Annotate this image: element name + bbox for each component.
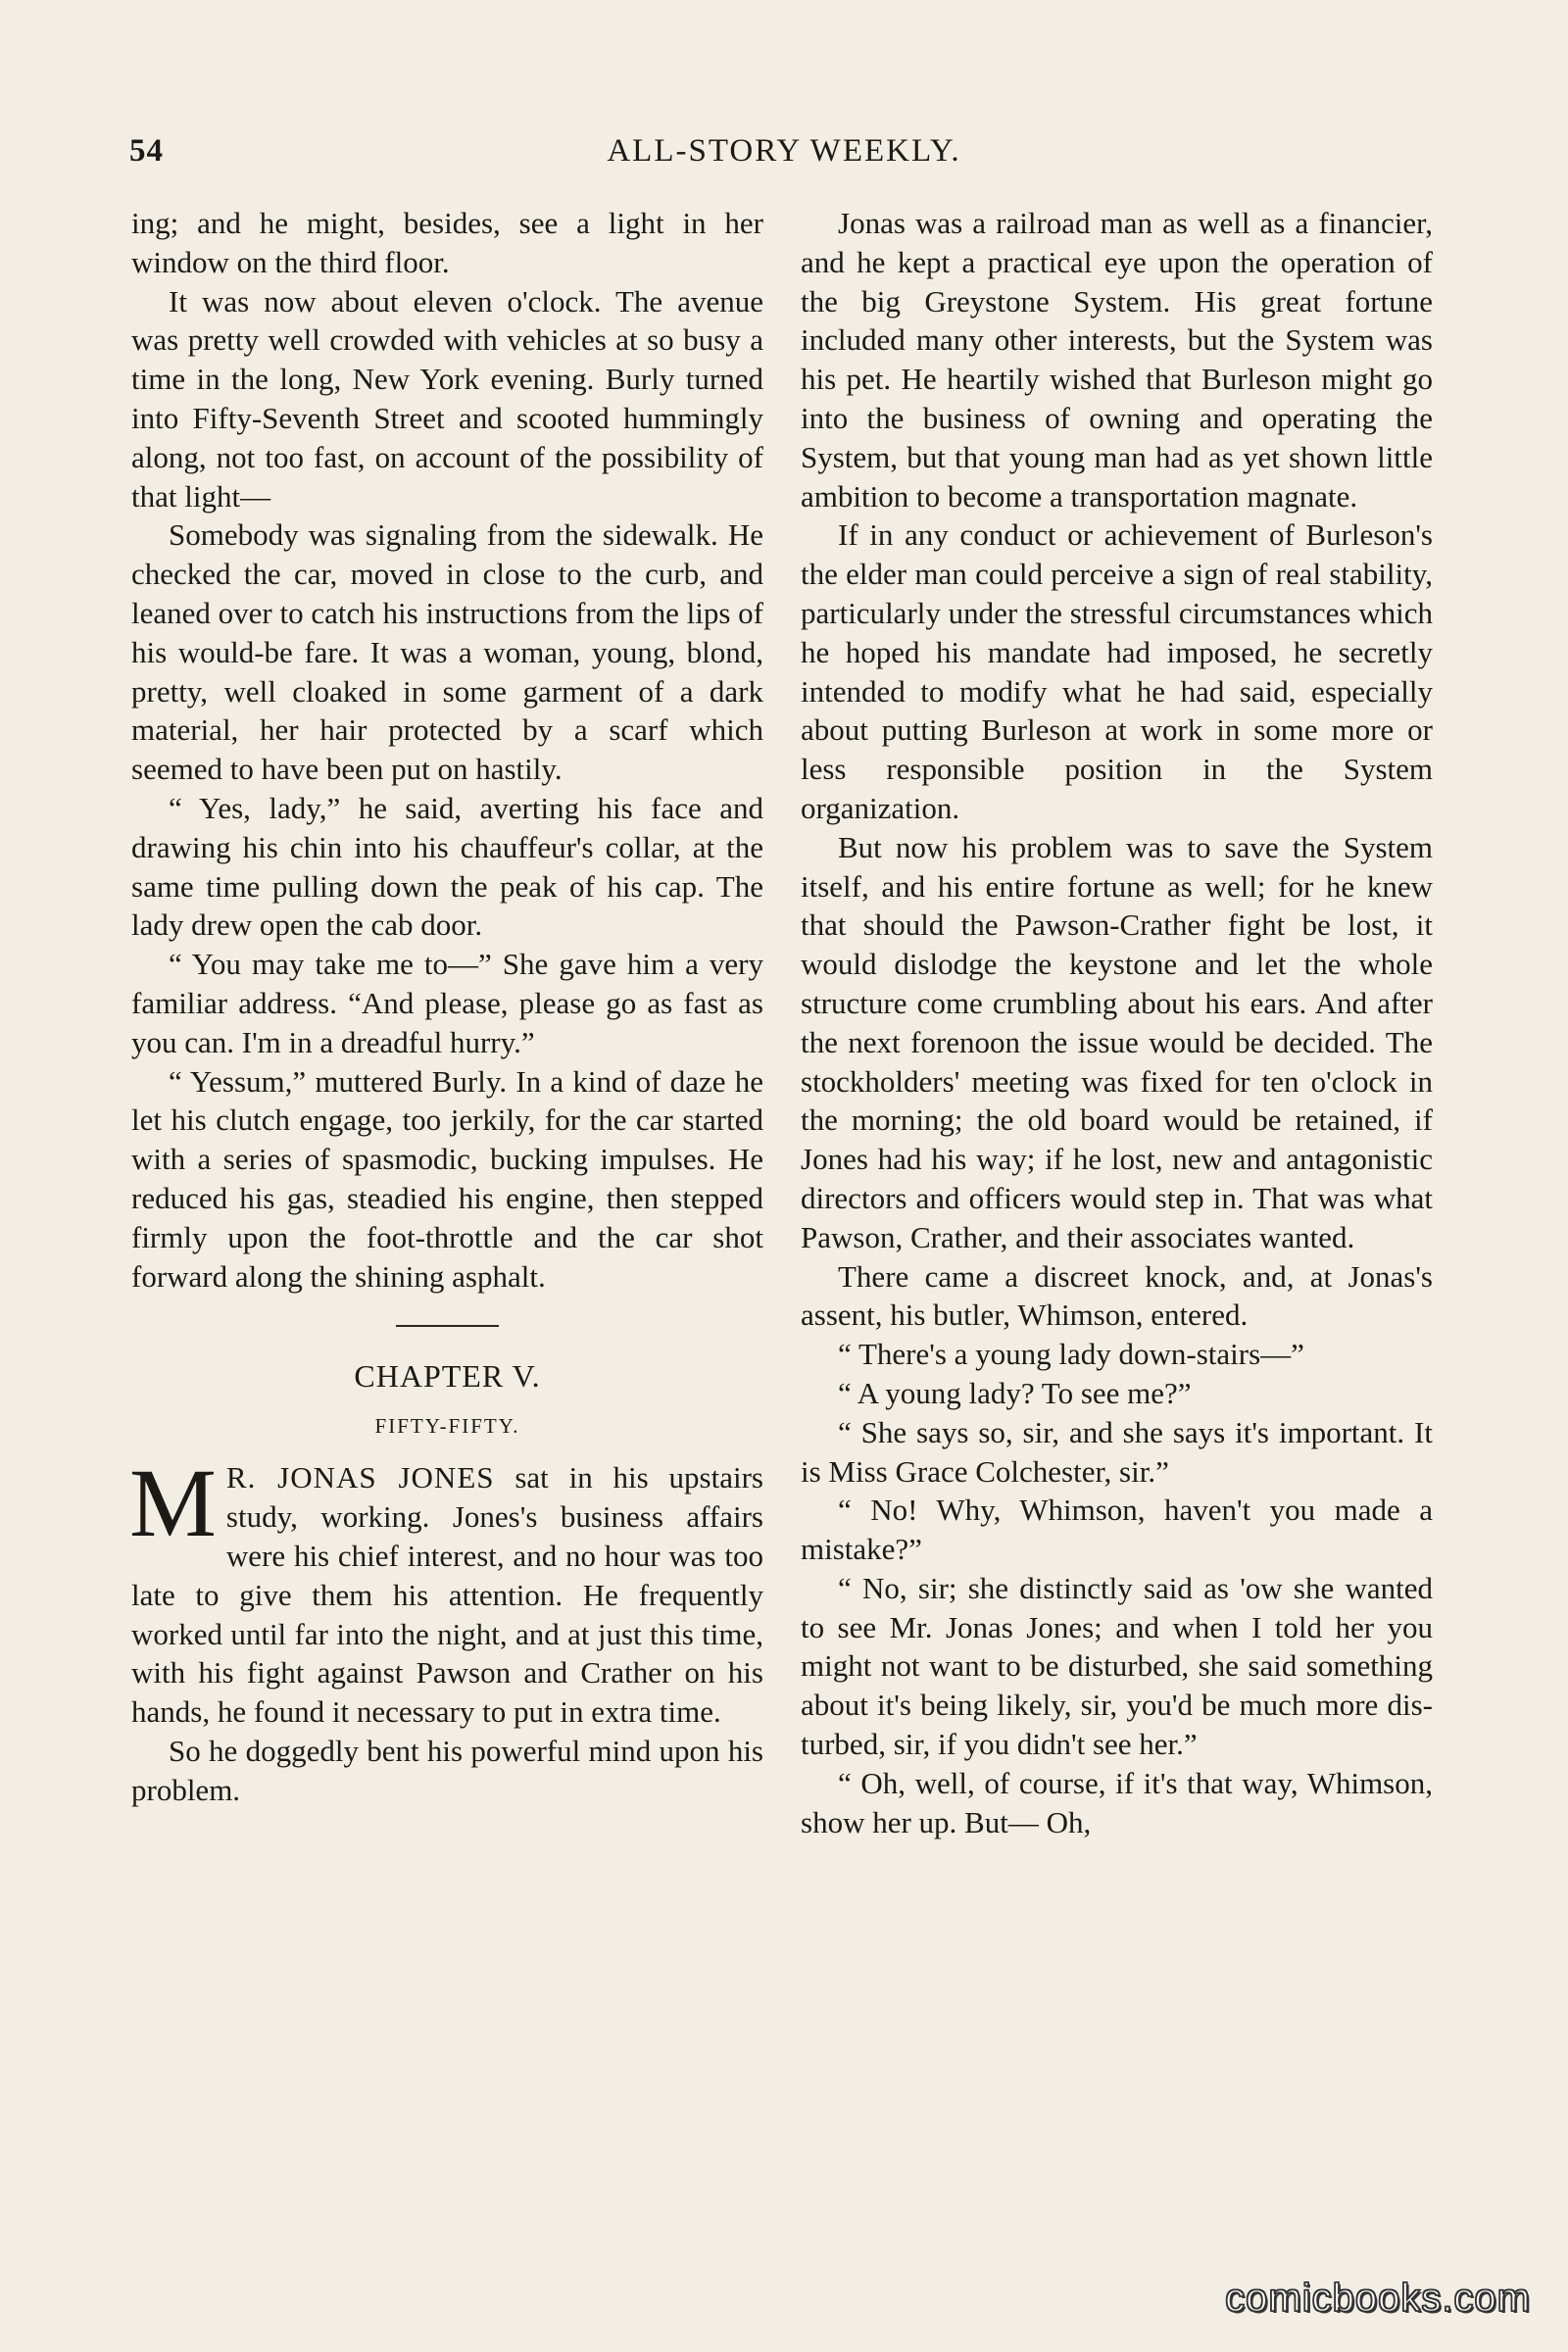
paragraph: “ No, sir; she distinctly said as 'ow she wanted to see Mr. Jonas Jones; and when I told her you might not want to be disturbed, she said something about it's being likely, sir, you'd be much more disturbed, sir, if you didn't see her.” (801, 1570, 1433, 1762)
paragraph: “ No! Why, Whimson, haven't you made a mistake?” (801, 1493, 1433, 1567)
paragraph: “ Yessum,” muttered Burly. In a kind of daze he let his clutch engage, too jerkily, for the car started with a series of spasmodic, bucking impulses. He reduced his gas, steadied his engine, then stepped firmly upon the foot-throttle and the car shot forward along the shining asphalt. (131, 1063, 763, 1294)
paragraph: “ Yes, lady,” he said, averting his face and drawing his chin into his chauffeur's collar, at the same time pulling down the peak of his cap. The lady drew open the cab door. (131, 790, 763, 943)
paragraph: “ She says so, sir, and she says it's important. It is Miss Grace Colchester, sir.” (801, 1414, 1433, 1489)
chapter-title: CHAPTER V. (354, 1358, 541, 1395)
paragraph: “ Oh, well, of course, if it's that way, Whimson, show her up. But— Oh, (801, 1765, 1433, 1839)
paragraph: But now his problem was to save the System itself, and his entire fortune as well; for he knew that should the Pawson-Crather fight be lost, it would dislodge the keystone and let the whole structure come crumbling about his ears. And after the next forenoon the issue would be decided. The stockholders' meeting was fixed for ten o'clock in the morning; the old board would be retained, if Jones had his way; if he lost, new and antagonistic directors and officers would step in. That was what Pawson, Crather, and their associates wanted. (801, 829, 1433, 1254)
right-column (801, 204, 1433, 1841)
paragraph: “ There's a young lady down-stairs—” (838, 1337, 1304, 1372)
section-divider (396, 1325, 499, 1327)
site-watermark: comicbooks.com (1225, 2277, 1531, 2320)
page-number: 54 (129, 133, 164, 169)
running-head: ALL-STORY WEEKLY. (607, 133, 961, 169)
left-column (131, 204, 763, 1809)
paragraph: ing; and he might, besides, see a light in her window on the third floor. (131, 206, 763, 279)
chapter-opening-paragraph (129, 1448, 763, 1732)
paragraph: There came a discreet knock, and, at Jonas's assent, his butler, Whimson, entered. (801, 1258, 1433, 1333)
paragraph: It was now about eleven o'clock. The avenue was pretty well crowded with vehicles at so busy a time in the long, New York evening. Burly turned into Fifty-Seventh Street and scooted hummingly along, not too fast, on account of the possibility of that light— (131, 283, 763, 514)
drop-cap: M (129, 1448, 217, 1558)
paragraph: Jonas was a railroad man as well as a financier, and he kept a practical eye upon the operation of the big Greystone System. His great fortune included many other interests, but the System was his pet. He heartily wished that Burleson might go into the business of owning and operating the System, but that young man had as yet shown little ambition to become a transportation magnate. (801, 206, 1433, 514)
lead-in-caps: R. JONAS JONES (225, 1460, 495, 1495)
paragraph: “ A young lady? To see me?” (838, 1375, 1192, 1410)
chapter-subtitle: FIFTY-FIFTY. (374, 1414, 520, 1439)
paragraph: “ You may take me to—” She gave him a very familiar address. “And please, please go as fast as you can. I'm in a dreadful hurry.” (131, 947, 763, 1059)
paragraph: Somebody was signaling from the sidewalk. He checked the car, moved in close to the curb, and leaned over to catch his instructions from the lips of his would-be fare. It was a woman, young, blond, pretty, well cloaked in some garment of a dark material, her hair protected by a scarf which seemed to have been put on hastily. (131, 517, 763, 787)
paragraph: If in any conduct or achievement of Burleson's the elder man could perceive a sign of real stability, particularly under the stressful circumstances which he hoped his mandate had imposed, he secretly intended to modify what he had said, especially about putting Burleson at work in some more or less responsible position in the System organization. (801, 517, 1433, 825)
paragraph-text: sat in his upstairs study, working. Jones's business affairs were his chief interest, and no hour was too late to give them his attention. He frequently worked until far into the night, and at just this time, with his fight against Pawson and Crather on his hands, he found it necessary to put in extra time. (131, 1460, 763, 1730)
paragraph: So he doggedly bent his powerful mind upon his problem. (131, 1733, 763, 1807)
